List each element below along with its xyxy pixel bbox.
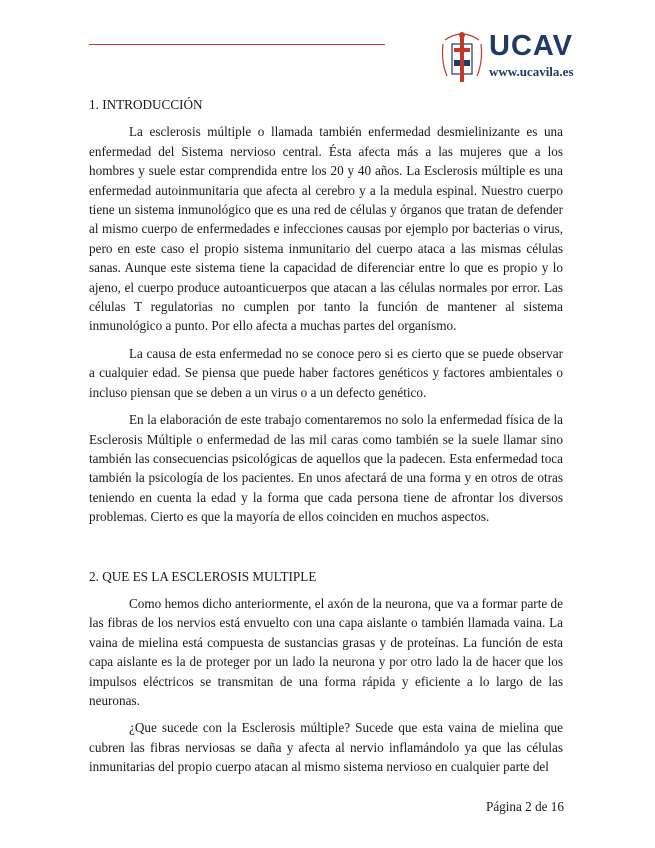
section-heading-introduccion: 1. INTRODUCCIÓN (89, 97, 203, 112)
paragraph: La causa de esta enfermedad no se conoce pero si es cierto que se puede observar a cualquier edad. Se piensa que puede haber factores genéticos y factores ambientales o incluso piensan que se deben a un virus o a un defecto genético. (89, 345, 563, 400)
page-number: Página 2 de 16 (485, 799, 564, 814)
section-heading-que-es: 2. QUE ES LA ESCLEROSIS MULTIPLE (89, 568, 317, 584)
paragraph: ¿Que sucede con la Esclerosis múltiple? Sucede que esta vaina de mielina que cubren las fibras nerviosas se daña y afecta al nervio inflamándolo ya que las células inmunitarias del propio cuerpo atacan al mismo sistema nervioso en cualquier parte del (89, 720, 563, 775)
logo-url: www.ucavila.es (489, 64, 574, 79)
paragraph: Como hemos dicho anteriormente, el axón de la neurona, que va a formar parte de las fibras de los nervios está envuelto con una capa aislante o también llamada vaina. La vaina de mielina está compuesta de sustancias grasas y de proteínas. La función de esta capa aislante es la de proteger por un lado la neurona y por otro lado la de hacer que los impulsos eléctricos se transmitan de una forma rápida y eficiente a lo largo de las neuronas. (89, 595, 563, 708)
paragraph: La esclerosis múltiple o llamada también enfermedad desmielinizante es una enfermedad del Sistema nervioso central. Ésta afecta más a las mujeres que a los hombres y suele estar comprendida entre los 20 y 40 años. La Esclerosis múltiple es una enfermedad autoinmunitaria que afecta al cerebro y a la medula espinal. Nuestro cuerpo tiene un sistema inmunológico que es una red de células y órganos que tratan de defender al mismo cuerpo de enfermedades e infecciones causas por ejemplo por bacterias o virus, pero en este caso el propio sistema inmunitario del cuerpo ataca a las mismas células sanas. Aunque este sistema tiene la capacidad de diferenciar entre lo que es propio y lo ajeno, el cuerpo produce autoanticuerpos que atacan a las células normales por error. Las células T regulatorias no cumplen por tanto la función de mantener al sistema inmunológico a punto. Por ello afecta a muchas partes del organismo. (89, 124, 563, 334)
paragraph: En la elaboración de este trabajo comentaremos no solo la enfermedad física de la Esclerosis Múltiple o enfermedad de las mil caras como también se la suele llamar sino también las consecuencias psicológicas de aquellos que la padecen. Esta enfermedad toca también la psicología de los pacientes. En unos afectará de una forma y en otros de otras teniendo en cuenta la edad y la forma que cada persona tiene de afrontar los diversos problemas. Cierto es que la mayoría de ellos coinciden en muchos aspectos. (89, 412, 563, 525)
university-seal-icon (439, 30, 485, 86)
document-body (89, 95, 563, 777)
ucav-logo (439, 30, 574, 86)
header-rule (89, 44, 385, 45)
logo-wordmark: UCAV (489, 30, 574, 62)
